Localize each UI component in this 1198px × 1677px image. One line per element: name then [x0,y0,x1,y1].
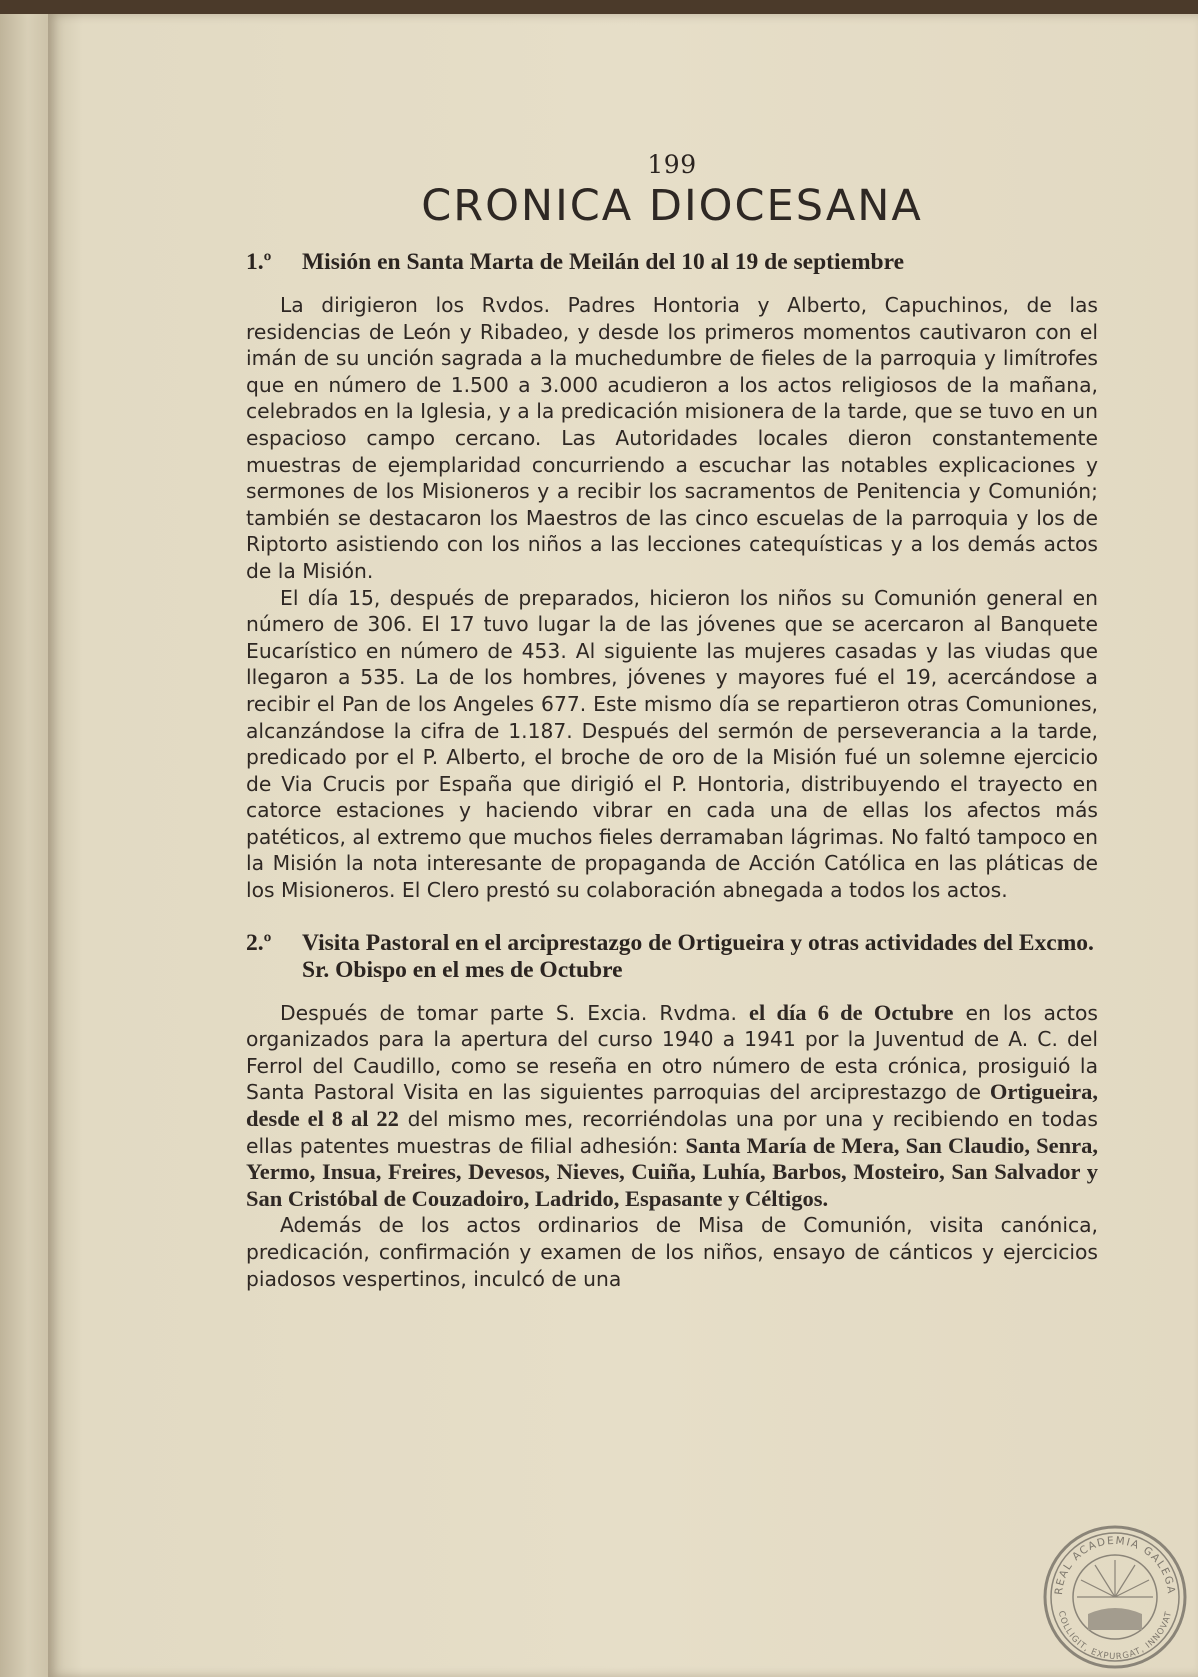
text-run: del mismo mes, recorriéndolas una por una y recibiendo en todas ellas patentes muestras de filial adhesión: [246,1107,1098,1158]
section-1-paragraph-2: El día 15, después de preparados, hicieron los niños su Comunión general en número de 306. El 17 tuvo lugar la de las jóvenes que se acercaron al Banquete Eucarístico en número de 453. Al siguiente las mujeres casadas y las viudas que llegaron a 535. La de los hombres, jóvenes y mayores fué el 19, acercándose a recibir el Pan de los Angeles 677. Este mismo día se repartieron otras Comuniones, alcanzándose la cifra de 1.187. Después del sermón de perseverancia a la tarde, predicado por el P. Alberto, el broche de oro de la Misión fué un solemne ejercicio de Via Crucis por España que dirigió el P. Hontoria, distribuyendo el trayecto en catorce estaciones y haciendo vibrar en cada una de ellas los afectos más patéticos, al extremo que muchos fieles derramaban lágrimas. No faltó tampoco en la Misión la nota interesante de propaganda de Acción Católica en las pláticas de los Misioneros. El Clero prestó su colaboración abnegada a todos los actos. [246,585,1098,903]
bold-place-dates: Ortigueira, desde el 8 al 22 [246,1079,1098,1132]
section-2-paragraph-1 [246,1000,1098,1213]
bold-date: el día 6 de Octubre [749,999,954,1025]
section-1-heading [246,249,1098,276]
section-2-paragraph-2: Además de los actos ordinarios de Misa de Comunión, visita canónica, predicación, confirmación y examen de los niños, ensayo de cánticos y ejercicios piadosos vespertinos, inculcó de una [246,1213,1098,1291]
section-2-number: 2.º [246,929,272,956]
section-1-title: Misión en Santa Marta de Meilán del 10 al 19 de septiembre [302,249,905,275]
stamp-bottom-text: COLLIGIT, EXPURGAT, INNOVAT [1055,1609,1175,1663]
page-content [246,150,1098,1292]
academy-stamp [1040,1522,1190,1672]
section-1-paragraph-1: La dirigieron los Rvdos. Padres Hontoria y Alberto, Capuchinos, de las residencias de León y Ribadeo, y desde los primeros momentos cautivaron con el imán de su unción sagrada a la muchedumbre de fieles de la parroquia y limítrofes que en número de 1.500 a 3.000 acudieron a los actos religiosos de la mañana, celebrados en la Iglesia, y a la predicación misionera de la tarde, que se tuvo en un espacioso campo cercano. Las Autoridades locales dieron constantemente muestras de ejemplaridad concurriendo a escuchar las notables explicaciones y sermones de los Misioneros y a recibir los sacramentos de Penitencia y Comunión; también se destacaron los Maestros de las cinco escuelas de la parroquia y los de Riptorto asistiendo con los niños a las lecciones catequísticas y a los demás actos de la Misión. [246,293,1098,583]
section-1-number: 1.º [246,249,272,275]
page-number: 199 [647,150,697,179]
section-2-heading [246,930,1098,984]
text-run: Después de tomar parte S. Excia. Rvdma. [280,1000,750,1025]
bold-parish-list: Santa María de Mera, San Claudio, Senra, Yermo, Insua, Freires, Devesos, Nieves, Cuiña, Luhía, Barbos, Mosteiro, San Salvador y San Cristóbal de Couzadoiro, Ladrido, Espasante y Céltigos. [246,1132,1098,1211]
section-2-title: Visita Pastoral en el arciprestazgo de Ortigueira y otras actividades del Excmo. Sr. Obispo en el mes de Octubre [302,929,1094,983]
text-run: en los actos organizados para la apertura del curso 1940 a 1941 por la Juventud de A. C. del Ferrol del Caudillo, como se reseña en otro número de esta crónica, prosiguió la Santa Pastoral Visita en las siguientes parroquias del arciprestazgo de [246,1000,1098,1105]
page-title: CRONICA DIOCESANA [421,181,923,231]
stamp-top-text: REAL ACADEMIA GALEGA [1052,1534,1178,1596]
